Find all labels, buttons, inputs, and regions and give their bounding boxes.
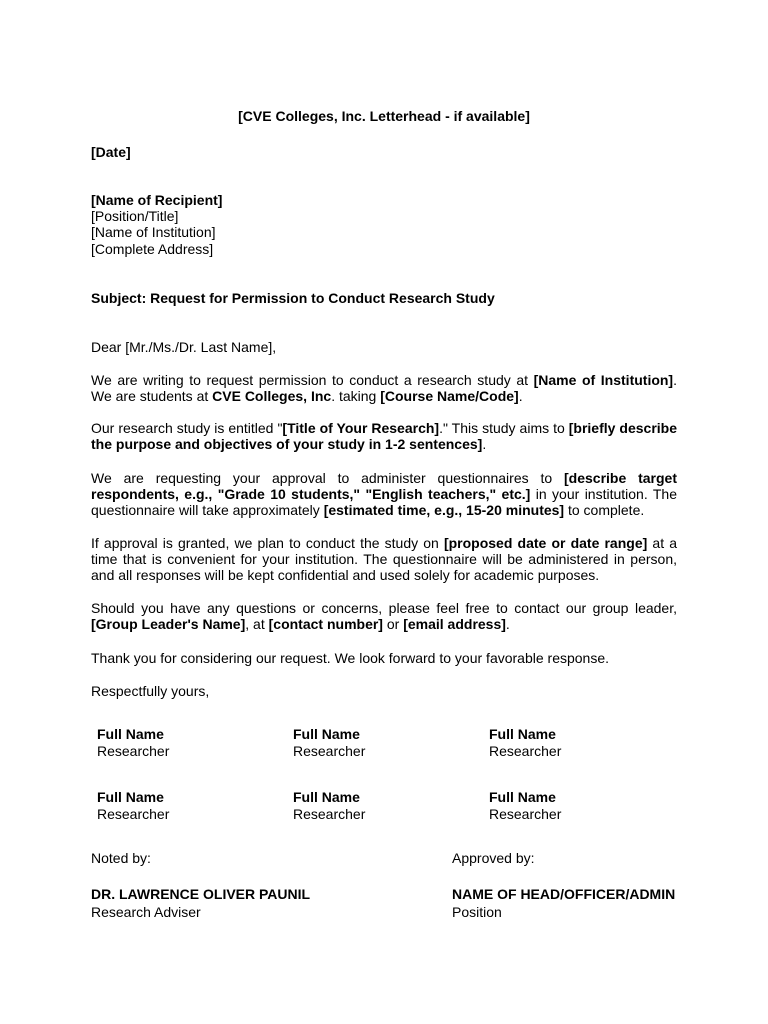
noted-by-block	[91, 849, 310, 921]
researcher-signature	[293, 789, 365, 822]
recipient-position: [Position/Title]	[91, 208, 179, 225]
researcher-role: Researcher	[489, 805, 562, 822]
researcher-name: Full Name	[489, 789, 556, 805]
researcher-signature	[97, 789, 169, 822]
text-run: .	[482, 436, 487, 453]
text-run: . taking	[331, 388, 381, 405]
researcher-name: Full Name	[97, 789, 164, 805]
adviser-role: Research Adviser	[91, 904, 201, 920]
researcher-role: Researcher	[97, 805, 170, 822]
text-run: ." This study aims to	[439, 420, 569, 436]
researcher-name: Full Name	[293, 789, 360, 805]
salutation: Dear [Mr./Ms./Dr. Last Name],	[91, 339, 277, 355]
text-run: We are requesting your approval to administer questionnaires to	[91, 470, 564, 486]
text-run: .	[518, 388, 523, 405]
paragraph-study-title	[91, 420, 677, 452]
recipient-block	[91, 192, 677, 257]
researcher-signature	[489, 726, 561, 759]
paragraph-questionnaire	[91, 470, 677, 519]
bold-run: [email address]	[403, 616, 506, 633]
researcher-role: Researcher	[97, 742, 170, 759]
text-run: , at	[245, 616, 269, 633]
recipient-institution: [Name of Institution]	[91, 224, 216, 241]
researcher-name: Full Name	[489, 726, 556, 742]
bold-run: [Name of Institution]	[533, 372, 674, 388]
bold-run: [proposed date or date range]	[443, 535, 648, 551]
paragraph-thanks: Thank you for considering our request. We look forward to your favorable response.	[91, 650, 610, 666]
text-run: in your institution. The questionnaire will take approximately	[91, 486, 677, 519]
recipient-name: [Name of Recipient]	[91, 192, 223, 208]
closing: Respectfully yours,	[91, 683, 210, 699]
adviser-name: DR. LAWRENCE OLIVER PAUNIL	[91, 886, 311, 902]
researcher-role: Researcher	[489, 742, 562, 759]
text-run: to complete.	[564, 502, 645, 519]
approver-name: NAME OF HEAD/OFFICER/ADMIN	[452, 886, 676, 902]
approved-by-block	[452, 849, 675, 921]
text-run: Our research study is entitled "	[91, 420, 283, 436]
text-run: We are writing to request permission to conduct a research study at	[91, 372, 534, 388]
bold-run: CVE Colleges, Inc	[212, 388, 332, 405]
researcher-role: Researcher	[293, 805, 366, 822]
researcher-signature	[489, 789, 561, 822]
bold-run: [briefly describe the purpose and objectives of your study in 1-2 sentences]	[91, 420, 677, 453]
text-run: .	[505, 616, 510, 633]
researcher-name: Full Name	[97, 726, 164, 742]
text-run: at a time that is convenient for your institution. The questionnaire will be administered in person, and all responses will be kept confidential and used solely for academic purposes.	[91, 535, 678, 584]
bold-run: [Title of Your Research]	[282, 420, 440, 436]
bold-run: [Group Leader's Name]	[91, 616, 246, 633]
text-run: If approval is granted, we plan to conduct the study on	[91, 535, 444, 551]
researcher-signature	[293, 726, 365, 759]
letterhead: [CVE Colleges, Inc. Letterhead - if available]	[238, 108, 530, 124]
approver-role: Position	[452, 904, 502, 920]
paragraph-intro	[91, 372, 677, 404]
paragraph-schedule	[91, 535, 677, 584]
text-run: . We are students at	[91, 372, 677, 405]
researcher-name: Full Name	[293, 726, 360, 742]
researcher-signature	[97, 726, 169, 759]
recipient-address: [Complete Address]	[91, 240, 214, 257]
approved-by-label: Approved by:	[452, 850, 535, 866]
date-line: [Date]	[91, 144, 131, 160]
bold-run: [Course Name/Code]	[380, 388, 519, 405]
text-run: or	[382, 616, 404, 633]
bold-run: [contact number]	[268, 616, 383, 633]
bold-run: [describe target respondents, e.g., "Grade 10 students," "English teachers," etc.]	[91, 470, 677, 503]
bold-run: [estimated time, e.g., 15-20 minutes]	[323, 502, 565, 519]
paragraph-contact	[91, 600, 677, 632]
researcher-role: Researcher	[293, 742, 366, 759]
subject-line: Subject: Request for Permission to Conduct Research Study	[91, 290, 495, 306]
text-run: Should you have any questions or concerns, please feel free to contact our group leader,	[91, 600, 677, 616]
noted-by-label: Noted by:	[91, 850, 151, 866]
